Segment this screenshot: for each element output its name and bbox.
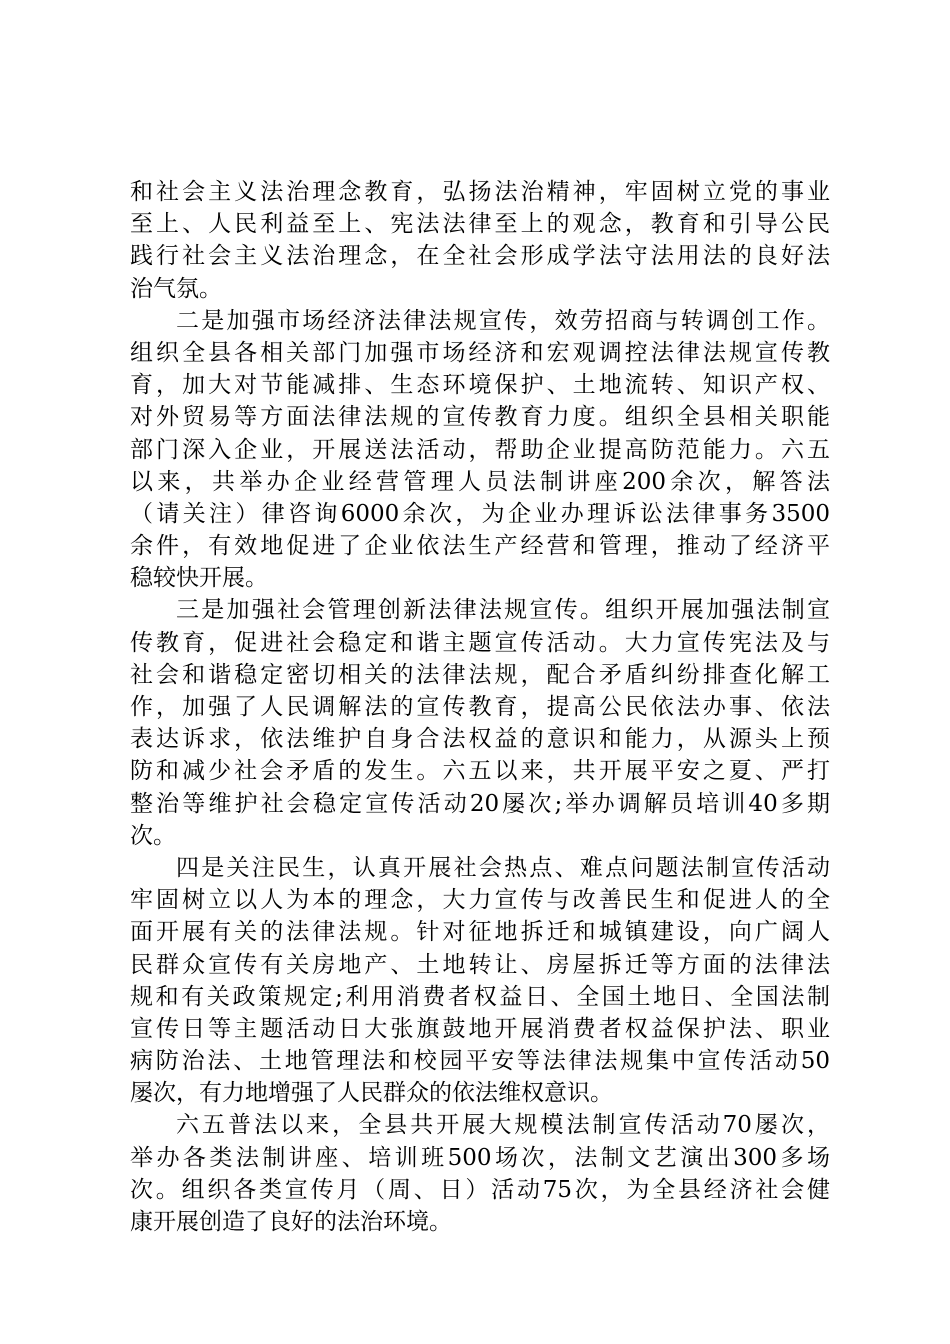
text-line: 民群众宣传有关房地产、土地转让、房屋拆迁等方面的法律法 — [130, 951, 830, 978]
paragraph-2 — [130, 305, 830, 595]
text-line: 育，加大对节能减排、生态环境保护、土地流转、知识产权、 — [130, 372, 830, 399]
text-line: 组织全县各相关部门加强市场经济和宏观调控法律法规宣传教 — [130, 339, 830, 366]
text-line: （请关注）律咨询6000余次，为企业办理诉讼法律事务3500 — [130, 500, 830, 527]
text-line: 屡次，有力地增强了人民群众的依法维权意识。 — [130, 1080, 613, 1107]
document-body — [130, 176, 830, 1238]
text-line: 治气氛。 — [130, 275, 222, 302]
text-line: 作，加强了人民调解法的宣传教育，提高公民依法办事、依法 — [130, 694, 830, 720]
paragraph-1 — [130, 176, 830, 305]
text-line: 部门深入企业，开展送法活动，帮助企业提高防范能力。六五 — [130, 436, 830, 463]
text-line: 整治等维护社会稳定宣传活动20屡次;举办调解员培训40多期 — [130, 790, 830, 817]
text-line: 宣传日等主题活动日大张旗鼓地开展消费者权益保护法、职业 — [130, 1015, 830, 1042]
text-line: 四是关注民生，认真开展社会热点、难点问题法制宣传活动 — [176, 854, 830, 881]
text-line: 和社会主义法治理念教育，弘扬法治精神，牢固树立党的事业 — [130, 179, 830, 205]
text-line: 二是加强市场经济法律法规宣传，效劳招商与转调创工作。 — [176, 307, 830, 334]
text-line: 次。组织各类宣传月（周、日）活动75次，为全县经济社会健 — [130, 1176, 830, 1203]
text-line: 牢固树立以人为本的理念，大力宣传与改善民生和促进人的全 — [130, 887, 830, 914]
text-line: 以来，共举办企业经营管理人员法制讲座200余次，解答法 — [130, 468, 830, 495]
text-line: 对外贸易等方面法律法规的宣传教育力度。组织全县相关职能 — [130, 404, 830, 431]
text-line: 稳较快开展。 — [130, 565, 268, 592]
text-line: 病防治法、土地管理法和校园平安等法律法规集中宣传活动50 — [130, 1048, 830, 1075]
text-line: 次。 — [130, 822, 176, 849]
text-line: 社会和谐稳定密切相关的法律法规，配合矛盾纠纷排查化解工 — [130, 661, 830, 688]
paragraph-3 — [130, 594, 830, 852]
text-line: 康开展创造了良好的法治环境。 — [130, 1209, 452, 1235]
text-line: 六五普法以来，全县共开展大规模法制宣传活动70屡次， — [176, 1112, 830, 1139]
text-line: 规和有关政策规定;利用消费者权益日、全国土地日、全国法制 — [130, 983, 830, 1010]
text-line: 践行社会主义法治理念，在全社会形成学法守法用法的良好法 — [130, 243, 830, 270]
paragraph-5 — [130, 1109, 830, 1238]
text-line: 举办各类法制讲座、培训班500场次，法制文艺演出300多场 — [130, 1144, 830, 1171]
text-line: 面开展有关的法律法规。针对征地拆迁和城镇建设，向广阔人 — [130, 919, 830, 946]
text-line: 传教育，促进社会稳定和谐主题宣传活动。大力宣传宪法及与 — [130, 629, 830, 656]
text-line: 防和减少社会矛盾的发生。六五以来，共开展平安之夏、严打 — [130, 758, 830, 785]
text-line: 余件，有效地促进了企业依法生产经营和管理，推动了经济平 — [130, 533, 830, 560]
paragraph-4 — [130, 852, 830, 1110]
text-line: 至上、人民利益至上、宪法法律至上的观念，教育和引导公民 — [130, 211, 830, 238]
text-line: 三是加强社会管理创新法律法规宣传。组织开展加强法制宣 — [176, 597, 830, 624]
text-line: 表达诉求，依法维护自身合法权益的意识和能力，从源头上预 — [130, 726, 830, 753]
